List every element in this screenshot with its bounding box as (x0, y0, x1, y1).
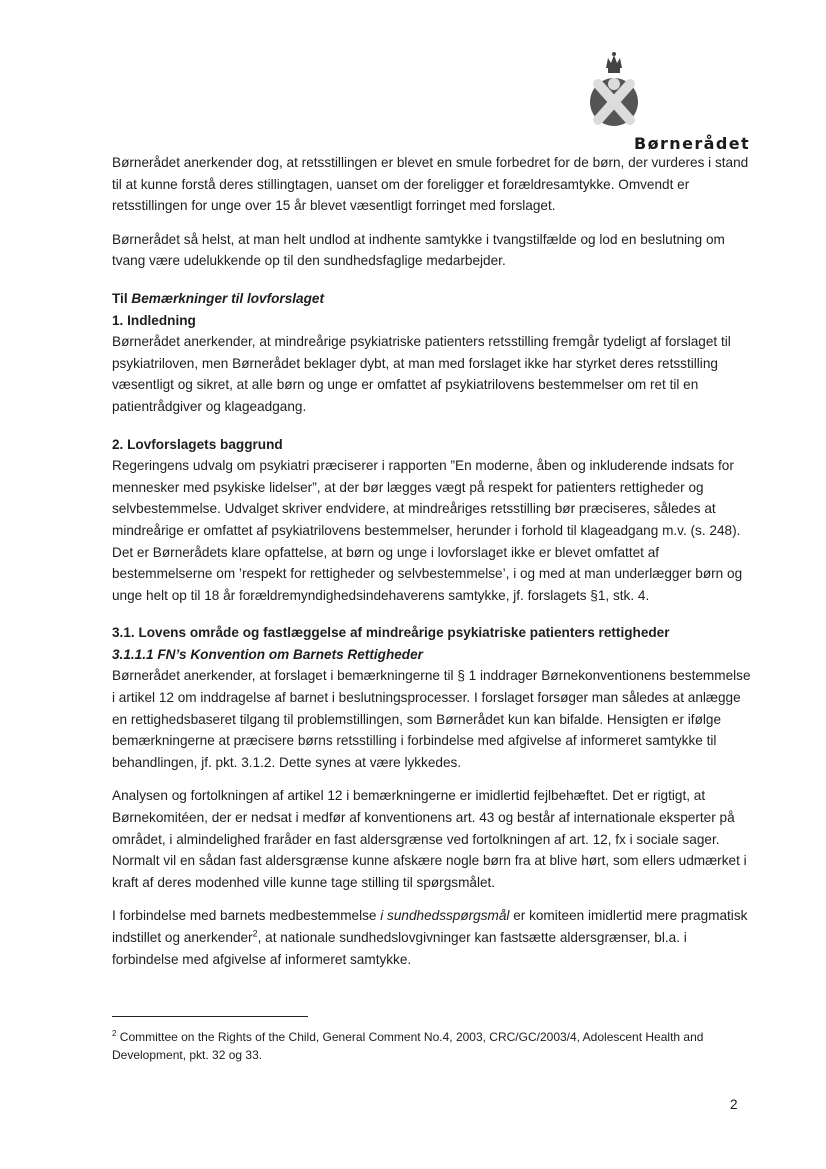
section-label-prefix: Til (112, 290, 132, 306)
body-text (112, 152, 752, 970)
crown-x-emblem-icon (582, 50, 646, 130)
section-label (112, 288, 752, 310)
paragraph: Regeringens udvalg om psykiatri præciserer i rapporten ”En moderne, åben og inkluderende indsats for mennesker med psykiske lidelser”, at der bør lægges vægt på respekt for patienters rettigheder og selvbestemmelse. Udvalget skriver endvidere, at mindreåriges retsstilling bør præciseres, således at mindreårige er omfattet af psykiatrilovens bestemmelser, herunder i forhold til klageadgang m.v. (s. 248). Det er Børnerådets klare opfattelse, at børn og unge i lovforslaget ikke er blevet omfattet af bestemmelserne om ’respekt for rettigheder og selvbestemmelse’, i og med at man underlægger børn og unge helt op til 18 år forældremyndighedsindehaverens samtykke, jf. forslagets §1, stk. 4. (112, 458, 743, 603)
paragraph: Børnerådet så helst, at man helt undlod at indhente samtykke i tvangstilfælde og lod en beslutning om tvang være udelukkende op til den sundhedsfaglige medarbejder. (112, 231, 725, 269)
paragraph (112, 905, 752, 970)
paragraph: Børnerådet anerkender, at mindreårige psykiatriske patienters retsstilling fremgår tydeligt af forslaget til psykiatriloven, men Børnerådet beklager dybt, at man med forslaget ikke har styrket deres retsstilling væsentligt og sikret, at alle børn og unge er omfattet af psykiatrilovens bestemmelser om ret til en patientrådgiver og klageadgang. (112, 334, 731, 414)
footnote-marker: 2 (112, 1029, 117, 1038)
paragraph: Analysen og fortolkningen af artikel 12 i bemærkningerne er imidlertid fejlbehæftet. Det er rigtigt, at Børnekomitéen, der er nedsat i medfør af konventionens art. 43 og består af internationale eksperter på området, i almindelighed fraråder en fast aldersgrænse ved fortolkningen af art. 12, fx i sociale sager. Normalt vil en sådan fast aldersgrænse kunne afskære nogle børn fra at blive hørt, som ellers udmærket i kraft af deres modenhed ville kunne tage stilling til spørgsmålet. (112, 788, 747, 890)
page-number: 2 (730, 1097, 738, 1112)
paragraph: Børnerådet anerkender, at forslaget i bemærkningerne til § 1 inddrager Børnekonventionens bestemmelse i artikel 12 om inddragelse af barnet i beslutningsprocesser. I forslaget forsøger man således at anlægge en rettighedsbaseret tilgang til problemstillingen, som Børnerådet kun kan bifalde. Hensigten er ifølge bemærkningerne at præcisere børns retsstilling i forbindelse med afgivelse af informeret samtykke til behandlingen, jf. pkt. 3.1.2. Dette synes at være lykkedes. (112, 668, 751, 770)
brand-name: Børnerådet (634, 134, 750, 153)
text-run: er komiteen imidlertid mere pragmatisk indstillet og anerkender (112, 908, 748, 945)
subheading-fn-konvention: 3.1.1.1 FN’s Konvention om Barnets Rettigheder (112, 646, 423, 662)
heading-indledning: 1. Indledning (112, 312, 196, 328)
footnote-text: Committee on the Rights of the Child, General Comment No.4, 2003, CRC/GC/2003/4, Adolescent Health and Development, pkt. 32 og 33. (112, 1030, 704, 1062)
footnote-reference[interactable]: 2 (252, 928, 258, 939)
text-run-italic: i sundhedsspørgsmål (380, 908, 510, 924)
text-run: , at nationale sundhedslovgivninger kan fastsætte aldersgrænser, bl.a. i forbindelse med afgivelse af informeret samtykke. (112, 930, 687, 967)
paragraph: Børnerådet anerkender dog, at retsstillingen er blevet en smule forbedret for de børn, der vurderes i stand til at kunne forstå deres stillingtagen, uanset om der foreligger et forældresamtykke. Omvendt er retsstillingen for unge over 15 år blevet væsentligt forringet med forslaget. (112, 155, 749, 214)
heading-baggrund: 2. Lovforslagets baggrund (112, 436, 283, 452)
heading-lovens-omraade: 3.1. Lovens område og fastlæggelse af mindreårige psykiatriske patienters rettigheder (112, 625, 670, 641)
text-run: I forbindelse med barnets medbestemmelse (112, 908, 381, 924)
footnote (112, 1028, 752, 1064)
section-label-title: Bemærkninger til lovforslaget (131, 290, 325, 306)
footnote-divider (112, 1016, 308, 1017)
